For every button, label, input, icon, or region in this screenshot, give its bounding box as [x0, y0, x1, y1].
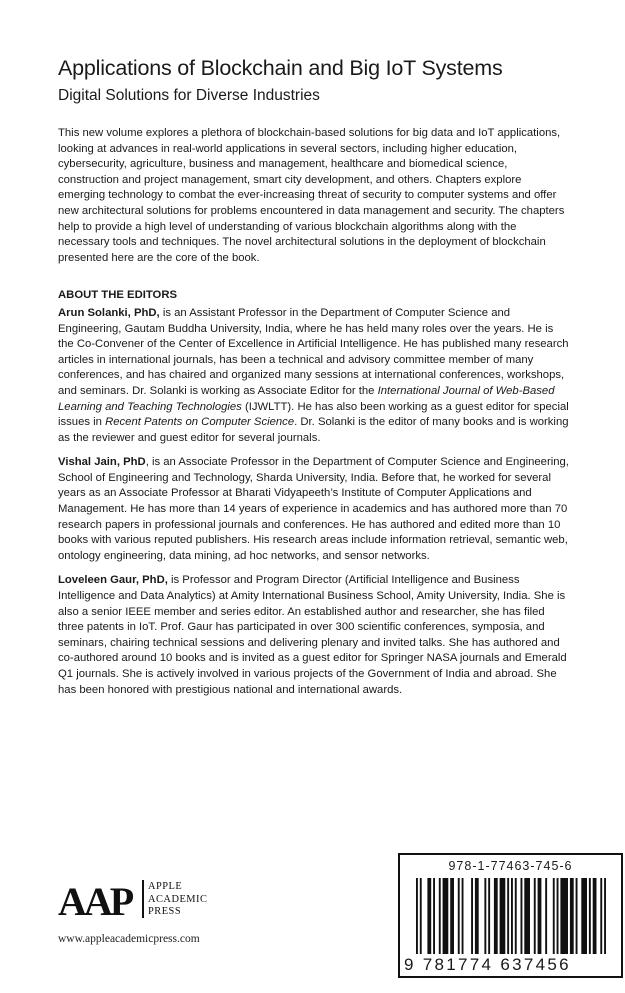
editor-bio-gaur — [58, 573, 570, 698]
editor-bio-text: , is an Associate Professor in the Department of Computer Science and Engineering, School of Engineering and Technology, Sharda University, India. Before that, he worked for several years as an Associate Professor at Bharati Vidyapeeth’s Institute of Computer Applications and Management. He has more than 14 years of experience in academics and has authored more than 70 research papers in professional journals and conferences. He has authored and edited more than 10 books with various reputed publishers. His research areas include information retrieval, semantic web, ontology engineering, data mining, ad hoc networks, and sensor networks. — [58, 456, 569, 562]
logo-divider — [142, 880, 144, 918]
journal-title: International Journal of Web-Based Learning and Teaching Technologies — [58, 384, 555, 413]
barcode-bar — [458, 878, 460, 954]
editor-name: Vishal Jain, PhD — [58, 456, 146, 469]
barcode-bar — [560, 878, 568, 954]
editor-name: Loveleen Gaur, PhD, — [58, 574, 168, 587]
barcode-bar — [494, 878, 498, 954]
editor-name: Arun Solanki, PhD, — [58, 306, 160, 319]
isbn-number: 978-1-77463-745-6 — [448, 859, 573, 873]
editors-heading: ABOUT THE EDITORS — [58, 289, 178, 302]
book-subtitle: Digital Solutions for Diverse Industries — [58, 87, 320, 104]
book-description: This new volume explores a plethora of blockchain-based solutions for big data and IoT applications, looking at advances in real-world applications in several sectors, including higher education, cybersecurity, agriculture, business and management, healthcare and biomedical science, construction and project management, smart city development, and others. Chapters explore emerging technology to combat the ever-increasing threat of security to computer systems and offer new architectural solutions for problems encountered in data management and security. The chapters help to provide a high level of understanding of various blockchain algorithms along with the necessary tools and techniques. The novel architectural solutions in the deployment of blockchain presented here are the core of the book. — [58, 127, 565, 264]
editor-bio-solanki — [58, 306, 570, 446]
barcode-bar — [557, 878, 559, 954]
barcode-bar — [507, 878, 509, 954]
logo-letters: AAP — [58, 879, 132, 924]
barcode-bar — [416, 878, 418, 954]
barcode-bar — [475, 878, 479, 954]
ean-digits: 9 781774 637456 — [404, 955, 571, 974]
logo-word: ACADEMIC — [148, 893, 208, 905]
publisher-website: www.appleacademicpress.com — [58, 933, 200, 945]
barcode-bar — [521, 878, 523, 954]
barcode-bar — [593, 878, 597, 954]
logo-word: APPLE — [148, 881, 183, 892]
back-cover-text — [58, 126, 570, 707]
barcode-bar — [589, 878, 591, 954]
logo-words — [148, 881, 207, 919]
barcode-bar — [604, 878, 606, 954]
barcode-bar — [576, 878, 578, 954]
barcode-bar — [484, 878, 486, 954]
barcode-bar — [515, 878, 517, 954]
barcode-bar — [534, 878, 536, 954]
barcode-bar — [450, 878, 454, 954]
barcode-bar — [471, 878, 473, 954]
book-title: Applications of Blockchain and Big IoT Systems — [58, 56, 503, 80]
barcode-bar — [545, 878, 547, 954]
barcode-bar — [420, 878, 422, 954]
barcode-bar — [600, 878, 602, 954]
barcode-bar — [500, 878, 506, 954]
barcode-bar — [488, 878, 490, 954]
barcode-bar — [439, 878, 441, 954]
barcode-bar — [524, 878, 530, 954]
editor-bio-text: (IJWLTT). He has also been working as a guest editor for special issues in — [58, 400, 569, 429]
barcode-bar — [538, 878, 542, 954]
barcode-bar — [462, 878, 464, 954]
isbn-barcode-box — [398, 853, 623, 978]
editor-bio-text: is Professor and Program Director (Artificial Intelligence and Business Intelligence and Data Analytics) at Amity International Business School, Amity University, India. She is also a senior IEEE member and series editor. An established author and researcher, she has filed three patents in IoT. Prof. Gaur has participated in over 300 scientific conferences, symposia, and seminars, chairing technical sessions and delivering plenary and invited talks. She has authored and co-authored around 10 books and is invited as a guest editor for Springer NASA journals and Emerald Q1 journals. She is actively involved in various projects of the Government of India and abroad. She has been honored with prestigious national and international awards. — [58, 574, 567, 696]
logo-word: PRESS — [148, 906, 182, 917]
barcode-bar — [443, 878, 449, 954]
barcode-bar — [511, 878, 513, 954]
barcode-bar — [433, 878, 435, 954]
publisher-logo — [58, 878, 208, 938]
editor-bio-jain — [58, 455, 570, 564]
editor-bio-text: . Dr. Solanki is the editor of many books and is working as the reviewer and guest editor for several journals. — [58, 416, 569, 444]
editor-bio-text: is an Assistant Professor in the Department of Computer Science and Engineering, Gautam Buddha University, India, where he has held many roles over the years. He is the Co-Convener of the Center of Excellence in Artificial Intelligence. He has published many research articles in international journals, has been a technical and advisory committee member of many conferences, and has chaired and organized many sessions at international conferences, workshops, and seminars. Dr. Solanki is working as Associate Editor for the — [58, 306, 569, 397]
barcode-bar — [570, 878, 574, 954]
barcode-bar — [581, 878, 587, 954]
barcode-graphic — [416, 878, 606, 958]
barcode-bar — [427, 878, 431, 954]
barcode-bar — [553, 878, 555, 954]
journal-title: Recent Patents on Computer Science — [105, 416, 295, 429]
